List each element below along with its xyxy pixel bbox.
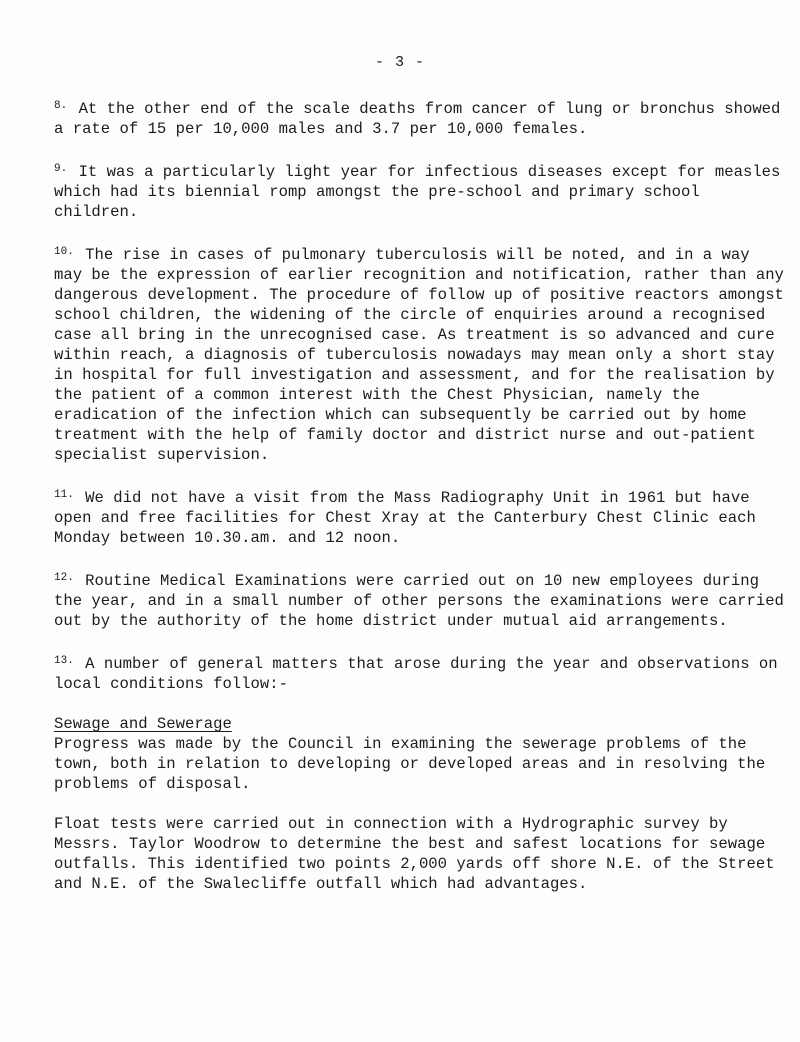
paragraph-number: 9. <box>54 163 68 175</box>
paragraph-number: 13. <box>54 655 74 667</box>
paragraph-8 <box>54 96 784 139</box>
paragraph-13 <box>54 651 784 694</box>
paragraph-text: We did not have a visit from the Mass Radiography Unit in 1961 but have open and free facilities for Chest Xray at the Canterbury Chest Clinic each Monday between 10.30.am. and 12 noon. <box>54 489 756 547</box>
paragraph-9 <box>54 159 784 222</box>
paragraph-10 <box>54 242 784 465</box>
paragraph-number: 12. <box>54 572 74 584</box>
section-heading: Sewage and Sewerage <box>54 715 232 733</box>
paragraph-number: 11. <box>54 489 74 501</box>
paragraph-number: 8. <box>54 100 68 112</box>
paragraph-12 <box>54 568 784 631</box>
paragraph-text: At the other end of the scale deaths from cancer of lung or bronchus showed a rate of 15 per 10,000 males and 3.7 per 10,000 females. <box>54 100 781 138</box>
paragraph-text: The rise in cases of pulmonary tuberculosis will be noted, and in a way may be the expression of earlier recognition and notification, rather than any dangerous development. The procedure of follow up of positive reactors amongst school children, the widening of the circle of enquiries around a recognised case all bring in the unrecognised case. As treatment is so advanced and cure within reach, a diagnosis of tuberculosis nowadays may mean only a short stay in hospital for full investigation and assessment, and for the realisation by the patient of a common interest with the Chest Physician, namely the eradication of the infection which can subsequently be carried out by home treatment with the help of family doctor and district nurse and out-patient specialist supervision. <box>54 246 784 464</box>
paragraph-number: 10. <box>54 246 74 258</box>
document-body <box>54 96 784 914</box>
paragraph-11 <box>54 485 784 548</box>
paragraph-text: A number of general matters that arose during the year and observations on local conditions follow:- <box>54 655 778 693</box>
section-paragraph: Float tests were carried out in connection with a Hydrographic survey by Messrs. Taylor Woodrow to determine the best and safest locations for sewage outfalls. This identified two points 2,000 yards off shore N.E. of the Street and N.E. of the Swalecliffe outfall which had advantages. <box>54 815 775 893</box>
paragraph-text: It was a particularly light year for infectious diseases except for measles which had its biennial romp amongst the pre-school and primary school children. <box>54 163 781 221</box>
paragraph-text: Routine Medical Examinations were carried out on 10 new employees during the year, and in a small number of other persons the examinations were carried out by the authority of the home district under mutual aid arrangements. <box>54 572 784 630</box>
section-paragraph: Progress was made by the Council in examining the sewerage problems of the town, both in relation to developing or developed areas and in resolving the problems of disposal. <box>54 735 766 793</box>
page-number: - 3 - <box>374 54 425 71</box>
